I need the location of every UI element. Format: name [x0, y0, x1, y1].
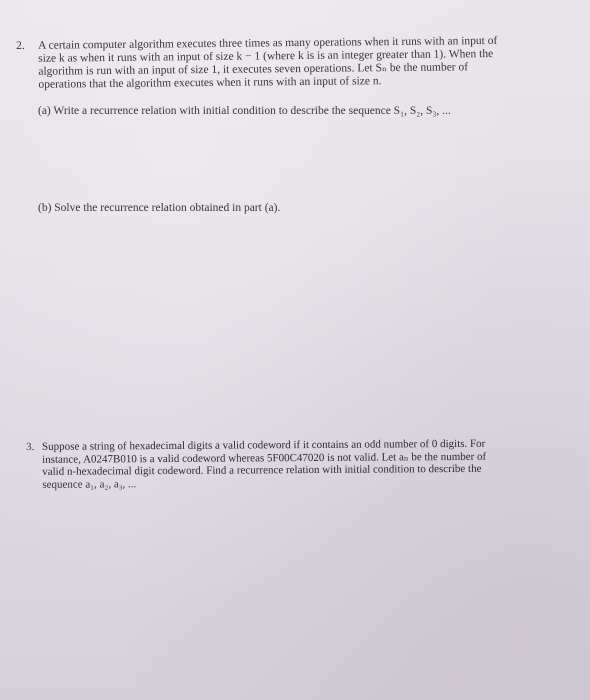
- problem-3-line-1: Suppose a string of hexadecimal digits a valid codeword if it contains an odd number of 0 digits. For: [41, 437, 486, 453]
- problem-2-line-2: size k as when it runs with an input of size k − 1 (where k is is an integer greater than 1). When the: [38, 48, 494, 65]
- problem-3-line-3: valid n-hexadecimal digit codeword. Find a recurrence relation with initial condition to describe the: [42, 462, 482, 478]
- problem-3-statement: [42, 437, 566, 491]
- problem-3-line-4: sequence a₁, a₂, a₃, ...: [42, 477, 137, 491]
- problem-2-line-4: operations that the algorithm executes when it runs with an input of size n.: [38, 75, 382, 91]
- problem-2-line-3: algorithm is run with an input of size 1, it executes seven operations. Let Sₙ be the number of: [38, 61, 469, 78]
- problem-2-number: 2.: [16, 39, 25, 52]
- problem-2-part-b: (b) Solve the recurrence relation obtained in part (a).: [38, 202, 281, 214]
- problem-2-statement: [38, 34, 577, 92]
- problem-2-part-a: (a) Write a recurrence relation with initial condition to describe the sequence S₁, S₂, S₃, ...: [38, 105, 451, 117]
- problem-3: [26, 437, 566, 491]
- problem-2-line-1: A certain computer algorithm executes three times as many operations when it runs with an input of: [37, 34, 498, 52]
- problem-3-number: 3.: [26, 440, 35, 453]
- problem-3-line-2: instance, A0247B010 is a valid codeword whereas 5F00C47020 is not valid. Let aₙ be the number of: [42, 450, 487, 466]
- problem-2: [16, 34, 577, 92]
